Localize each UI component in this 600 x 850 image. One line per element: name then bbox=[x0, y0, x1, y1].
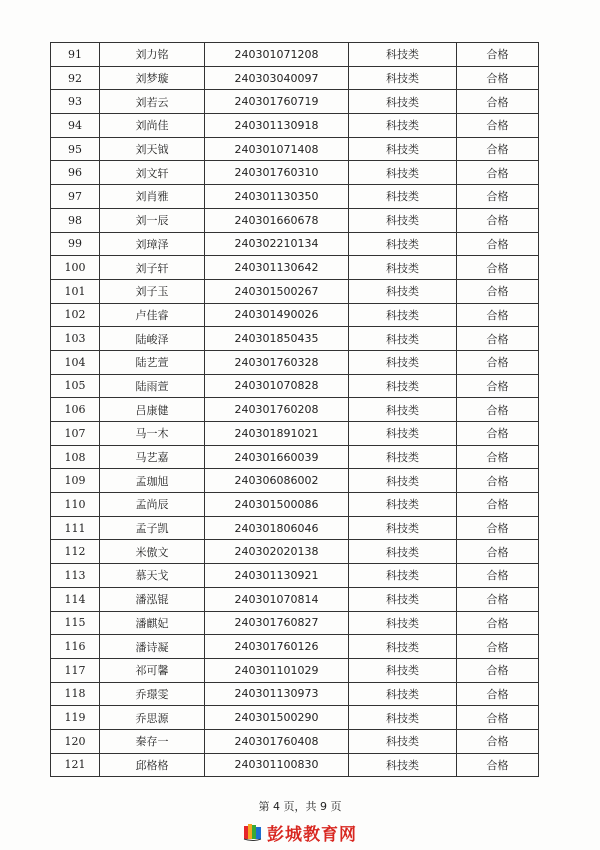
row-number-cell: 102 bbox=[51, 303, 100, 327]
watermark-text: 彭城教育网 bbox=[267, 824, 357, 845]
student-name-cell: 刘力铭 bbox=[100, 43, 205, 67]
student-id-cell: 240301760126 bbox=[205, 635, 349, 659]
table-row bbox=[51, 398, 539, 422]
row-number-cell: 120 bbox=[51, 729, 100, 753]
student-id-cell: 240301760408 bbox=[205, 729, 349, 753]
category-cell: 科技类 bbox=[349, 66, 457, 90]
student-name-cell: 马一木 bbox=[100, 422, 205, 446]
table-row bbox=[51, 729, 539, 753]
table-body bbox=[51, 43, 539, 777]
student-name-cell: 秦存一 bbox=[100, 729, 205, 753]
table-row bbox=[51, 445, 539, 469]
student-name-cell: 乔璟雯 bbox=[100, 682, 205, 706]
category-cell: 科技类 bbox=[349, 43, 457, 67]
student-id-cell: 240301130973 bbox=[205, 682, 349, 706]
category-cell: 科技类 bbox=[349, 350, 457, 374]
result-cell: 合格 bbox=[457, 422, 539, 446]
site-watermark bbox=[243, 820, 357, 844]
row-number-cell: 112 bbox=[51, 540, 100, 564]
table-row bbox=[51, 611, 539, 635]
student-name-cell: 慕天戈 bbox=[100, 564, 205, 588]
table-row bbox=[51, 635, 539, 659]
category-cell: 科技类 bbox=[349, 564, 457, 588]
table-row bbox=[51, 161, 539, 185]
category-cell: 科技类 bbox=[349, 753, 457, 777]
student-id-cell: 240302210134 bbox=[205, 232, 349, 256]
table-row bbox=[51, 516, 539, 540]
row-number-cell: 114 bbox=[51, 587, 100, 611]
result-cell: 合格 bbox=[457, 587, 539, 611]
row-number-cell: 101 bbox=[51, 279, 100, 303]
result-cell: 合格 bbox=[457, 682, 539, 706]
table-row bbox=[51, 208, 539, 232]
student-id-cell: 240301130921 bbox=[205, 564, 349, 588]
student-id-cell: 240301806046 bbox=[205, 516, 349, 540]
row-number-cell: 110 bbox=[51, 493, 100, 517]
category-cell: 科技类 bbox=[349, 256, 457, 280]
category-cell: 科技类 bbox=[349, 185, 457, 209]
table-row bbox=[51, 303, 539, 327]
row-number-cell: 107 bbox=[51, 422, 100, 446]
student-name-cell: 刘文轩 bbox=[100, 161, 205, 185]
result-cell: 合格 bbox=[457, 398, 539, 422]
student-name-cell: 陆艺萱 bbox=[100, 350, 205, 374]
result-cell: 合格 bbox=[457, 445, 539, 469]
table-row bbox=[51, 753, 539, 777]
result-cell: 合格 bbox=[457, 327, 539, 351]
table-row bbox=[51, 256, 539, 280]
category-cell: 科技类 bbox=[349, 516, 457, 540]
row-number-cell: 115 bbox=[51, 611, 100, 635]
student-name-cell: 潘泓锟 bbox=[100, 587, 205, 611]
result-cell: 合格 bbox=[457, 658, 539, 682]
student-name-cell: 刘子轩 bbox=[100, 256, 205, 280]
row-number-cell: 119 bbox=[51, 706, 100, 730]
table-row bbox=[51, 422, 539, 446]
category-cell: 科技类 bbox=[349, 208, 457, 232]
category-cell: 科技类 bbox=[349, 445, 457, 469]
student-id-cell: 240303040097 bbox=[205, 66, 349, 90]
row-number-cell: 99 bbox=[51, 232, 100, 256]
category-cell: 科技类 bbox=[349, 232, 457, 256]
table-row bbox=[51, 185, 539, 209]
student-id-cell: 240301850435 bbox=[205, 327, 349, 351]
result-cell: 合格 bbox=[457, 635, 539, 659]
table-row bbox=[51, 682, 539, 706]
result-cell: 合格 bbox=[457, 256, 539, 280]
row-number-cell: 116 bbox=[51, 635, 100, 659]
student-name-cell: 孟子凯 bbox=[100, 516, 205, 540]
category-cell: 科技类 bbox=[349, 469, 457, 493]
row-number-cell: 95 bbox=[51, 137, 100, 161]
student-id-cell: 240301891021 bbox=[205, 422, 349, 446]
table-row bbox=[51, 350, 539, 374]
result-cell: 合格 bbox=[457, 611, 539, 635]
category-cell: 科技类 bbox=[349, 398, 457, 422]
row-number-cell: 91 bbox=[51, 43, 100, 67]
category-cell: 科技类 bbox=[349, 493, 457, 517]
student-name-cell: 刘子玉 bbox=[100, 279, 205, 303]
result-cell: 合格 bbox=[457, 493, 539, 517]
table-row bbox=[51, 706, 539, 730]
student-id-cell: 240301130918 bbox=[205, 114, 349, 138]
result-cell: 合格 bbox=[457, 232, 539, 256]
table-row bbox=[51, 327, 539, 351]
result-cell: 合格 bbox=[457, 469, 539, 493]
student-name-cell: 吕康健 bbox=[100, 398, 205, 422]
category-cell: 科技类 bbox=[349, 90, 457, 114]
student-name-cell: 祁可馨 bbox=[100, 658, 205, 682]
result-cell: 合格 bbox=[457, 208, 539, 232]
result-cell: 合格 bbox=[457, 66, 539, 90]
student-id-cell: 240301071208 bbox=[205, 43, 349, 67]
student-name-cell: 刘天钺 bbox=[100, 137, 205, 161]
table-row bbox=[51, 90, 539, 114]
student-id-cell: 240306086002 bbox=[205, 469, 349, 493]
category-cell: 科技类 bbox=[349, 587, 457, 611]
table-row bbox=[51, 279, 539, 303]
colored-book-icon bbox=[243, 822, 263, 842]
student-name-cell: 刘璋泽 bbox=[100, 232, 205, 256]
result-cell: 合格 bbox=[457, 374, 539, 398]
row-number-cell: 94 bbox=[51, 114, 100, 138]
category-cell: 科技类 bbox=[349, 658, 457, 682]
student-name-cell: 潘麒妃 bbox=[100, 611, 205, 635]
student-id-cell: 240301760719 bbox=[205, 90, 349, 114]
student-id-cell: 240301760310 bbox=[205, 161, 349, 185]
student-name-cell: 孟尚辰 bbox=[100, 493, 205, 517]
result-cell: 合格 bbox=[457, 43, 539, 67]
page-number: 第 4 页，共 9 页 bbox=[258, 800, 342, 813]
result-cell: 合格 bbox=[457, 564, 539, 588]
result-cell: 合格 bbox=[457, 753, 539, 777]
table-row bbox=[51, 66, 539, 90]
table-row bbox=[51, 232, 539, 256]
student-name-cell: 刘一辰 bbox=[100, 208, 205, 232]
table-row bbox=[51, 564, 539, 588]
row-number-cell: 118 bbox=[51, 682, 100, 706]
student-id-cell: 240301500267 bbox=[205, 279, 349, 303]
row-number-cell: 113 bbox=[51, 564, 100, 588]
category-cell: 科技类 bbox=[349, 729, 457, 753]
student-id-cell: 240301500086 bbox=[205, 493, 349, 517]
row-number-cell: 109 bbox=[51, 469, 100, 493]
student-id-cell: 240301070828 bbox=[205, 374, 349, 398]
category-cell: 科技类 bbox=[349, 540, 457, 564]
row-number-cell: 98 bbox=[51, 208, 100, 232]
row-number-cell: 105 bbox=[51, 374, 100, 398]
table-row bbox=[51, 137, 539, 161]
category-cell: 科技类 bbox=[349, 611, 457, 635]
student-id-cell: 240301130350 bbox=[205, 185, 349, 209]
category-cell: 科技类 bbox=[349, 422, 457, 446]
student-id-cell: 240301070814 bbox=[205, 587, 349, 611]
student-name-cell: 刘梦璇 bbox=[100, 66, 205, 90]
table-row bbox=[51, 469, 539, 493]
row-number-cell: 93 bbox=[51, 90, 100, 114]
student-name-cell: 刘若云 bbox=[100, 90, 205, 114]
student-name-cell: 孟珈旭 bbox=[100, 469, 205, 493]
student-name-cell: 陆雨萱 bbox=[100, 374, 205, 398]
row-number-cell: 104 bbox=[51, 350, 100, 374]
category-cell: 科技类 bbox=[349, 161, 457, 185]
student-name-cell: 乔思源 bbox=[100, 706, 205, 730]
table-row bbox=[51, 587, 539, 611]
category-cell: 科技类 bbox=[349, 303, 457, 327]
result-cell: 合格 bbox=[457, 185, 539, 209]
student-id-cell: 240301660039 bbox=[205, 445, 349, 469]
student-name-cell: 邱格格 bbox=[100, 753, 205, 777]
category-cell: 科技类 bbox=[349, 327, 457, 351]
result-cell: 合格 bbox=[457, 706, 539, 730]
row-number-cell: 111 bbox=[51, 516, 100, 540]
student-id-cell: 240301760208 bbox=[205, 398, 349, 422]
student-name-cell: 潘诗凝 bbox=[100, 635, 205, 659]
student-id-cell: 240301071408 bbox=[205, 137, 349, 161]
row-number-cell: 96 bbox=[51, 161, 100, 185]
row-number-cell: 108 bbox=[51, 445, 100, 469]
student-name-cell: 卢佳睿 bbox=[100, 303, 205, 327]
student-id-cell: 240301490026 bbox=[205, 303, 349, 327]
student-id-cell: 240301500290 bbox=[205, 706, 349, 730]
category-cell: 科技类 bbox=[349, 114, 457, 138]
result-cell: 合格 bbox=[457, 540, 539, 564]
row-number-cell: 117 bbox=[51, 658, 100, 682]
student-id-cell: 240301660678 bbox=[205, 208, 349, 232]
student-id-cell: 240301760827 bbox=[205, 611, 349, 635]
category-cell: 科技类 bbox=[349, 635, 457, 659]
row-number-cell: 97 bbox=[51, 185, 100, 209]
row-number-cell: 106 bbox=[51, 398, 100, 422]
table-row bbox=[51, 114, 539, 138]
table-row bbox=[51, 658, 539, 682]
student-name-cell: 刘尚佳 bbox=[100, 114, 205, 138]
result-cell: 合格 bbox=[457, 279, 539, 303]
row-number-cell: 100 bbox=[51, 256, 100, 280]
row-number-cell: 121 bbox=[51, 753, 100, 777]
table-row bbox=[51, 540, 539, 564]
student-id-cell: 240301100830 bbox=[205, 753, 349, 777]
student-id-cell: 240302020138 bbox=[205, 540, 349, 564]
result-cell: 合格 bbox=[457, 114, 539, 138]
result-cell: 合格 bbox=[457, 303, 539, 327]
student-name-cell: 马艺嘉 bbox=[100, 445, 205, 469]
category-cell: 科技类 bbox=[349, 682, 457, 706]
category-cell: 科技类 bbox=[349, 137, 457, 161]
category-cell: 科技类 bbox=[349, 279, 457, 303]
student-id-cell: 240301760328 bbox=[205, 350, 349, 374]
student-results-table bbox=[50, 42, 539, 777]
result-cell: 合格 bbox=[457, 516, 539, 540]
result-cell: 合格 bbox=[457, 729, 539, 753]
table-row bbox=[51, 493, 539, 517]
student-name-cell: 刘肖雅 bbox=[100, 185, 205, 209]
result-cell: 合格 bbox=[457, 90, 539, 114]
result-cell: 合格 bbox=[457, 137, 539, 161]
student-id-cell: 240301130642 bbox=[205, 256, 349, 280]
row-number-cell: 92 bbox=[51, 66, 100, 90]
student-id-cell: 240301101029 bbox=[205, 658, 349, 682]
table-row bbox=[51, 43, 539, 67]
category-cell: 科技类 bbox=[349, 706, 457, 730]
student-name-cell: 米傲文 bbox=[100, 540, 205, 564]
result-cell: 合格 bbox=[457, 350, 539, 374]
result-cell: 合格 bbox=[457, 161, 539, 185]
row-number-cell: 103 bbox=[51, 327, 100, 351]
table-row bbox=[51, 374, 539, 398]
student-name-cell: 陆峻泽 bbox=[100, 327, 205, 351]
category-cell: 科技类 bbox=[349, 374, 457, 398]
